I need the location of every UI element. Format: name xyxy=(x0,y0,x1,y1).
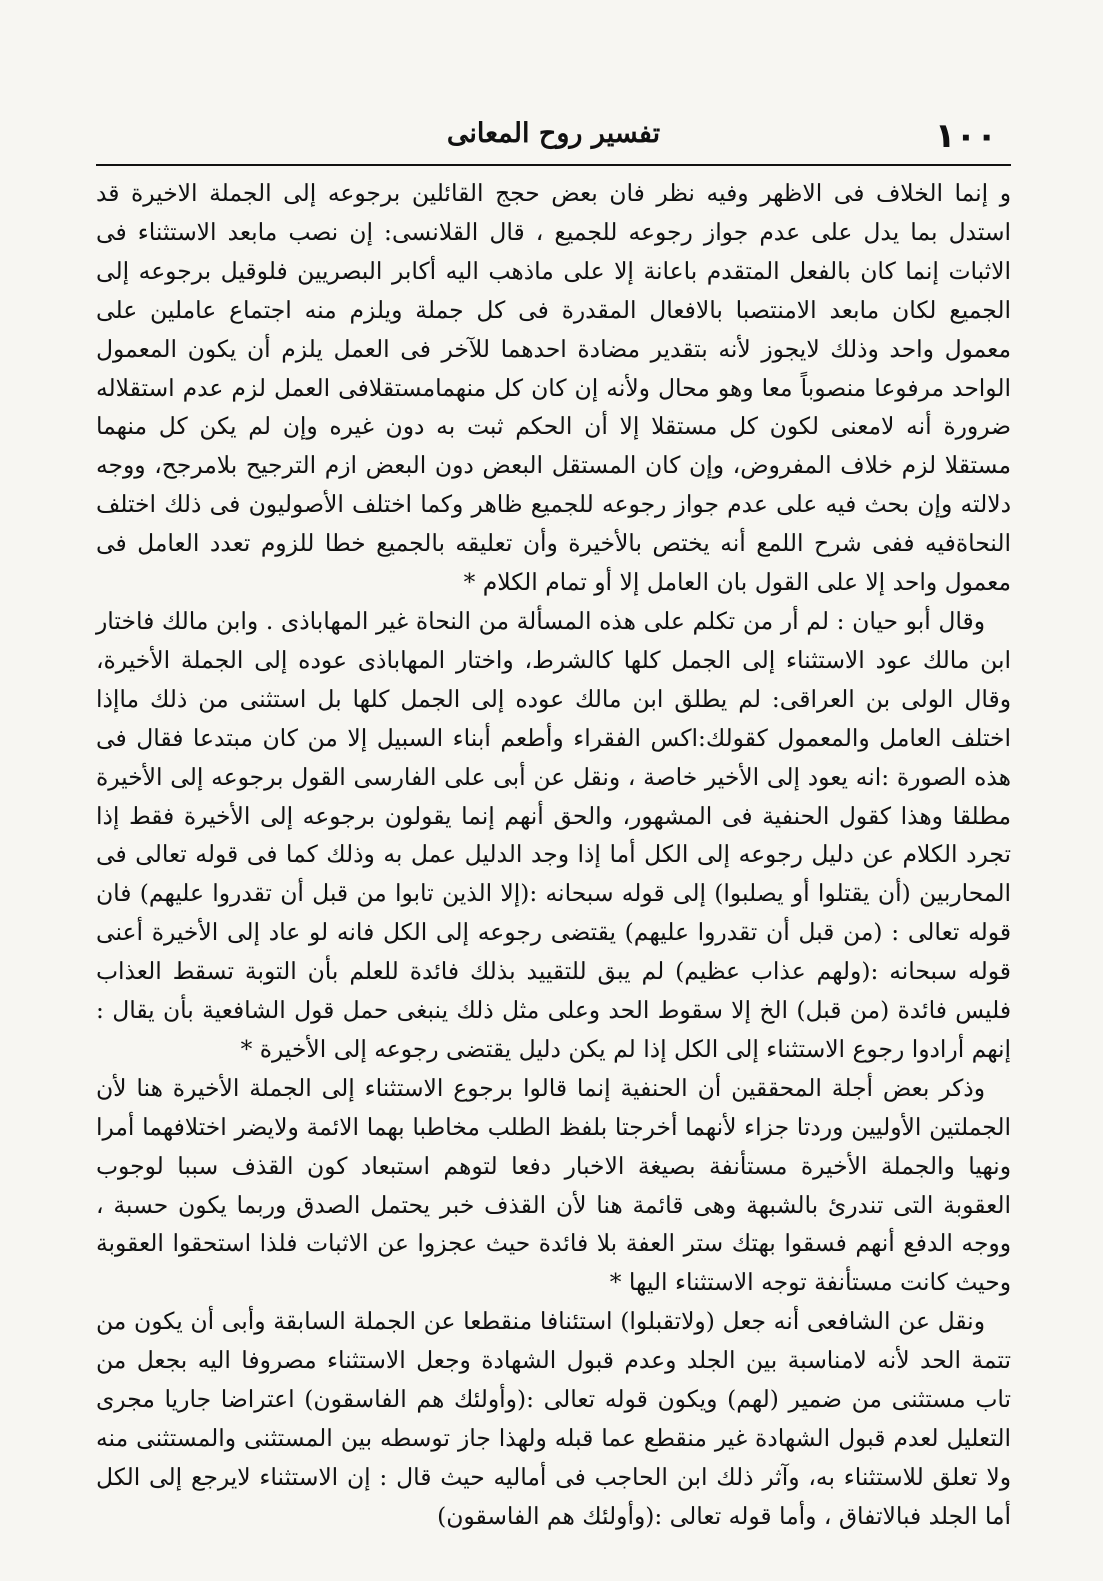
page-number: ١٠٠ xyxy=(934,116,997,156)
page-header xyxy=(96,112,1011,160)
paragraph-1: و إنما الخلاف فى الاظهر وفيه نظر فان بعض حجج القائلين برجوعه إلى الجملة الاخيرة قد استدل بما يدل على عدم جواز رجوعه للجميع ، قال القلانسى: إن نصب مابعد الاستثناء فى الاثبات إنما كان بالفعل المتقدم باعانة إلا على ماذهب اليه أكابر البصريين فلوقيل برجوعه إلى الجميع لكان مابعد الامنتصبا بالافعال المقدرة فى كل جملة ويلزم منه اجتماع عاملين على معمول واحد وذلك لايجوز لأنه بتقدير مضادة احدهما للآخر فى العمل يلزم أن يكون المعمول الواحد مرفوعا منصوباً معا وهو محال ولأنه إن كان كل منهمامستقلافى العمل لزم عدم استقلاله ضرورة أنه لامعنى لكون كل مستقلا إلا أن الحكم ثبت به دون غيره وإن لم يكن كل منهما مستقلا لزم خلاف المفروض، وإن كان المستقل البعض دون البعض ازم الترجيح بلامرجح، ووجه دلالته وإن بحث فيه على عدم جواز رجوعه للجميع ظاهر وكما اختلف الأصوليون فى ذلك اختلف النحاةفيه ففى شرح اللمع أنه يختص بالأخيرة وأن تعليقه بالجميع خطا للزوم تعدد العامل فى معمول واحد إلا على القول بان العامل إلا أو تمام الكلام * xyxy=(96,179,1011,597)
paragraph-2: وقال أبو حيان : لم أر من تكلم على هذه المسألة من النحاة غير المهاباذى . وابن مالك فاختار ابن مالك عود الاستثناء إلى الجمل كلها كالشرط، واختار المهاباذى عوده إلى الجملة الأخيرة، وقال الولى بن العراقى: لم يطلق ابن مالك عوده إلى الجمل كلها بل استثنى من ذلك ماإذا اختلف العامل والمعمول كقولك:اكس الفقراء وأطعم أبناء السبيل إلا من كان مبتدعا فقال فى هذه الصورة :انه يعود إلى الأخير خاصة ، ونقل عن أبى على الفارسى القول برجوعه إلى الأخيرة مطلقا وهذا كقول الحنفية فى المشهور، والحق أنهم إنما يقولون برجوعه إلى الأخيرة فقط إذا تجرد الكلام عن دليل رجوعه إلى الكل أما إذا وجد الدليل عمل به وذلك كما فى قوله تعالى فى المحاربين (أن يقتلوا أو يصلبوا) إلى قوله سبحانه :(إلا الذين تابوا من قبل أن تقدروا عليهم) فان قوله تعالى : (من قبل أن تقدروا عليهم) يقتضى رجوعه إلى الكل فانه لو عاد إلى الأخيرة أعنى قوله سبحانه :(ولهم عذاب عظيم) لم يبق للتقييد بذلك فائدة للعلم بأن التوبة تسقط العذاب فليس فائدة (من قبل) الخ إلا سقوط الحد وعلى مثل ذلك ينبغى حمل قول الشافعية بأن يقال : إنهم أرادوا رجوع الاستثناء إلى الكل إذا لم يكن دليل يقتضى رجوعه إلى الأخيرة * xyxy=(96,606,1011,1063)
paragraph-3: وذكر بعض أجلة المحققين أن الحنفية إنما قالوا برجوع الاستثناء إلى الجملة الأخيرة هنا لأن الجملتين الأوليين وردتا جزاء لأنهما أخرجتا بلفظ الطلب مخاطبا بهما الائمة ولايضر اختلافهما أمرا ونهيا والجملة الأخيرة مستأنفة بصيغة الاخبار دفعا لتوهم استبعاد كون القذف سببا لوجوب العقوبة التى تندرئ بالشبهة وهى قائمة هنا لأن القذف خبر يحتمل الصدق وربما يكون حسبة ، ووجه الدفع أنهم فسقوا بهتك ستر العفة بلا فائدة حيث عجزوا عن الاثبات فلذا استحقوا العقوبة وحيث كانت مستأنفة توجه الاستثناء اليها * xyxy=(96,1073,1011,1297)
running-title: تفسير روح المعانى xyxy=(446,118,661,149)
header-rule xyxy=(96,164,1011,166)
paragraph-4: ونقل عن الشافعى أنه جعل (ولاتقبلوا) استئنافا منقطعا عن الجملة السابقة وأبى أن يكون من تتمة الحد لأنه لامناسبة بين الجلد وعدم قبول الشهادة وجعل الاستثناء مصروفا اليه بجعل من تاب مستثنى من ضمير (لهم) ويكون قوله تعالى :(وأولئك هم الفاسقون) اعتراضا جاريا مجرى التعليل لعدم قبول الشهادة غير منقطع عما قبله ولهذا جاز توسطه بين المستثنى والمستثنى منه ولا تعلق للاستثناء به، وآثر ذلك ابن الحاجب فى أماليه حيث قال : إن الاستثناء لايرجع إلى الكل أما الجلد فبالاتفاق ، وأما قوله تعالى :(وأولئك هم الفاسقون) xyxy=(96,1307,1011,1530)
page-body xyxy=(96,174,1011,1536)
